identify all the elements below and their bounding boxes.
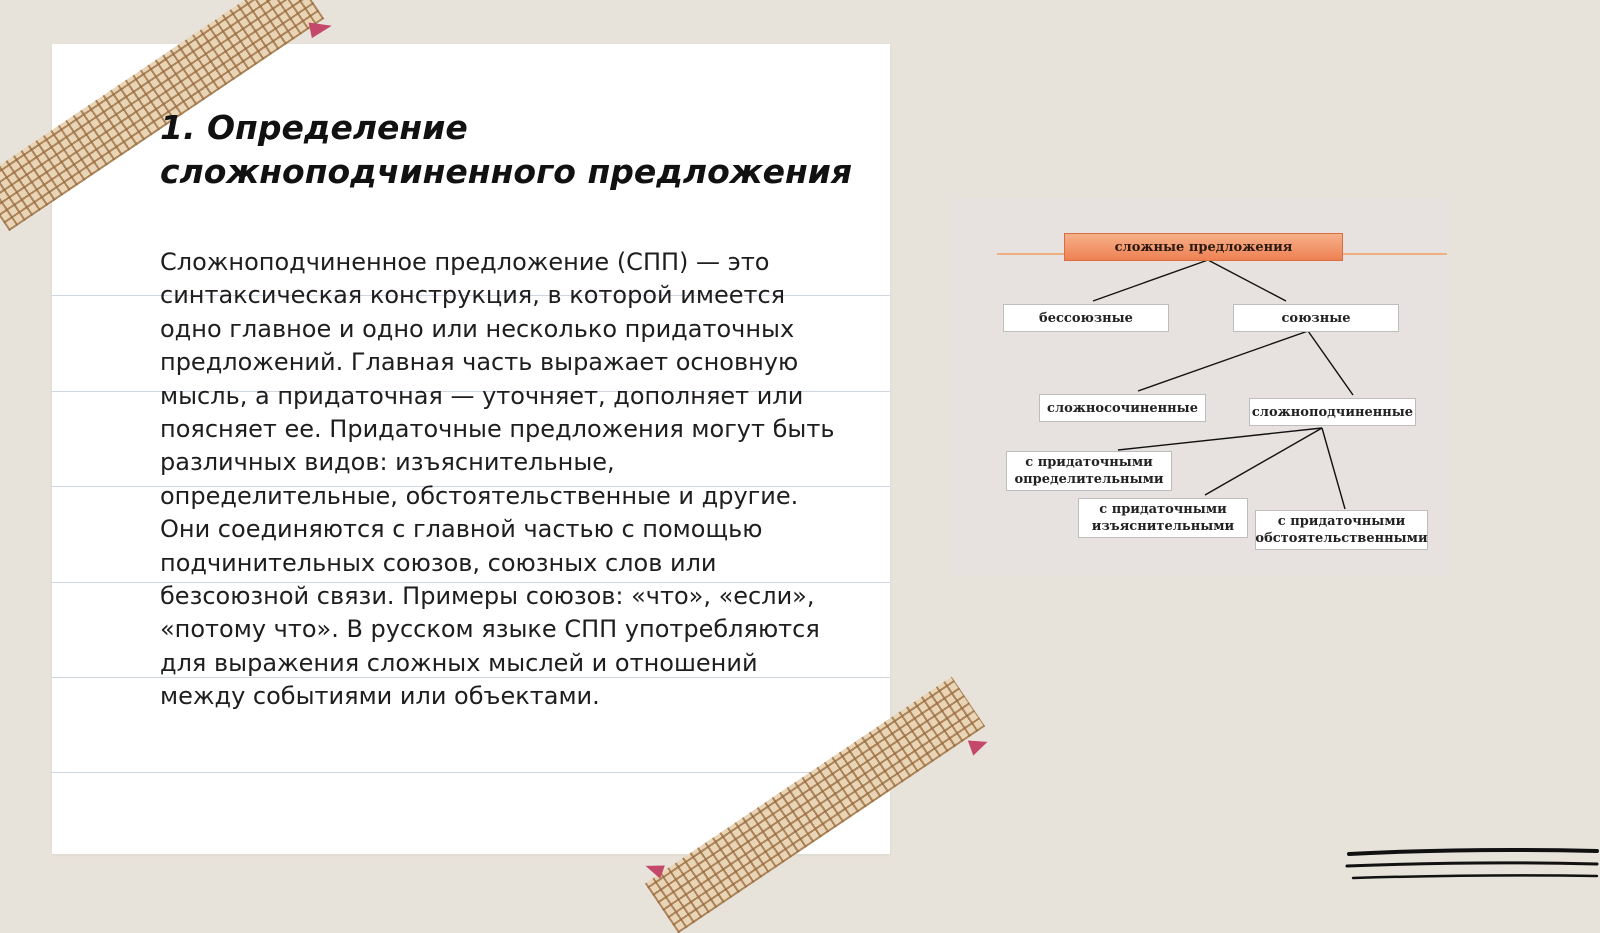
diagram-node-conjunctive: союзные — [1233, 304, 1399, 332]
diagram-node-line: с придаточными — [1277, 514, 1406, 529]
tape-end-mark — [968, 734, 990, 755]
diagram-node-line: определительными — [1014, 472, 1164, 487]
diagram-node-complex: сложноподчиненные — [1249, 398, 1416, 426]
diagram-node-explanatory — [1078, 498, 1248, 538]
classification-diagram — [953, 198, 1447, 576]
diagram-node-line: с придаточными — [1099, 502, 1227, 517]
diagram-node-line: с придаточными — [1025, 455, 1153, 470]
diagram-node-adverbial — [1255, 510, 1428, 550]
brush-strokes-decoration — [1345, 846, 1600, 886]
tape-end-mark — [309, 18, 334, 38]
diagram-node-line: изъяснительными — [1091, 519, 1235, 534]
diagram-node-attributive — [1006, 451, 1172, 491]
diagram-root-node: сложные предложения — [1064, 233, 1343, 261]
slide-title: 1. Определение сложноподчиненного предложения — [160, 108, 853, 191]
diagram-node-asyndetic: бессоюзные — [1003, 304, 1169, 332]
diagram-node-compound: сложносочиненные — [1039, 394, 1206, 422]
diagram-node-line: обстоятельственными — [1255, 531, 1428, 546]
slide-body-text: Сложноподчиненное предложение (СПП) — это синтаксическая конструкция, в которой имеется одно главное и одно или несколько придаточных предложений. Главная часть выражает основную мысль, а придаточная — уточняет, дополняет или поясняет ее. Придаточные предложения могут быть различных видов: изъяснительные, определительные, обстоятельственные и другие. Они соединяются с главной частью с помощью подчинительных союзов, союзных слов или безсоюзной связи. Примеры союзов: «что», «если», «потому что». В русском языке СПП употребляются для выражения сложных мыслей и отношений между событиями или объектами. — [160, 248, 835, 711]
